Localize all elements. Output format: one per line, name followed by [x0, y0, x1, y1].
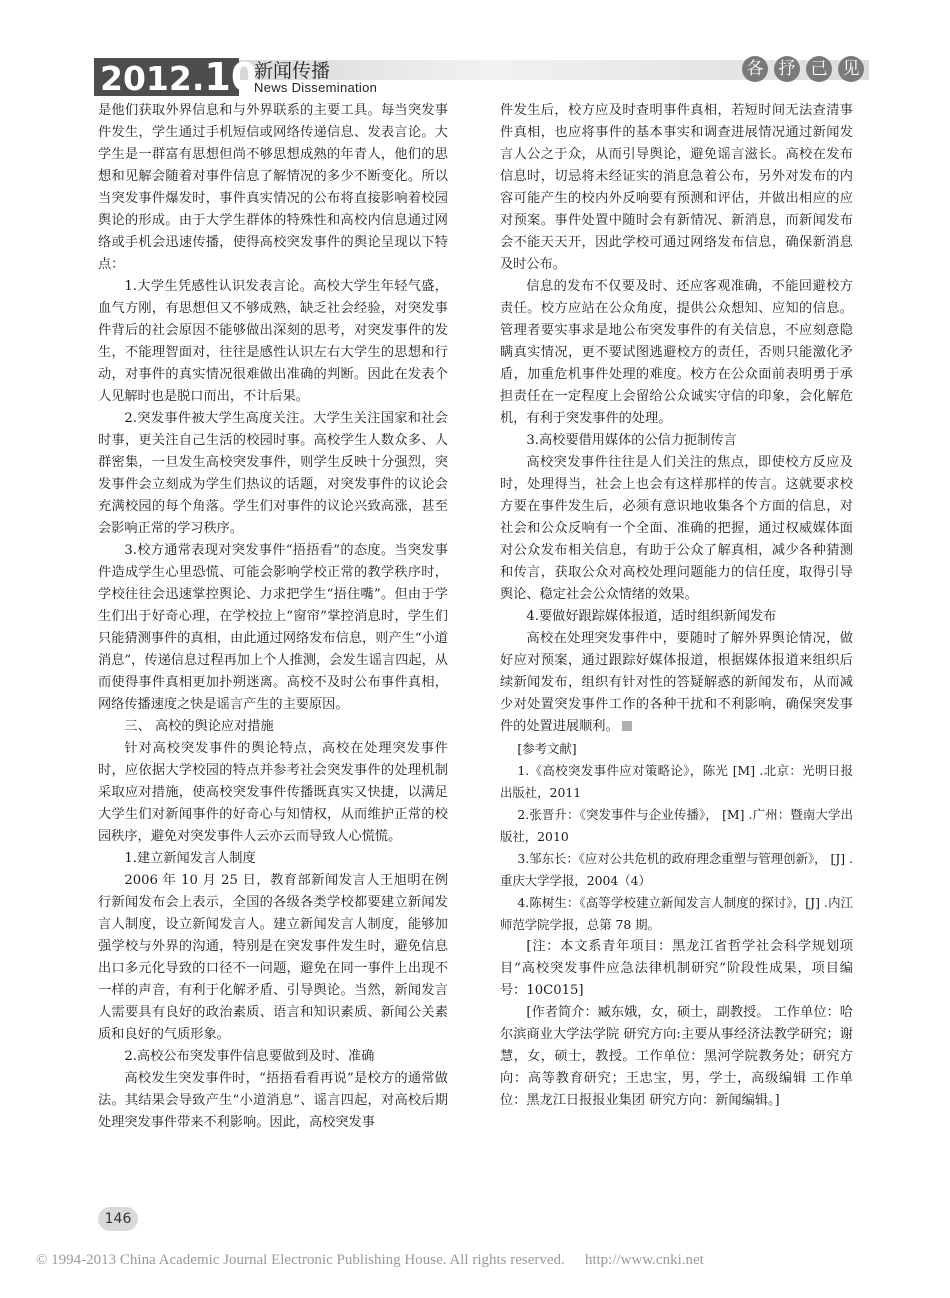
journal-header — [94, 55, 864, 99]
column-tag — [742, 56, 864, 82]
page-number: 146 — [98, 1207, 138, 1231]
journal-name-en: News Dissemination — [254, 80, 378, 95]
paragraph: 3.校方通常表现对突发事件“捂捂看”的态度。当突发事件造成学生心里恐慌、可能会影响学校正常的教学秩序时，学校往往会迅速掌控舆论、力求把学生“捂住嘴”。但由于学生们出于好奇心理，在学校拉上“窗帘”掌控消息时，学生们只能猜测事件的真相，由此通过网络发布信息，则产生“小道消息”，传递信息过程再加上个人推测，会发生谣言四起，从而使得事件真相更加扑朔迷离。高校不及时公布事件真相，网络传播速度之快是谣言产生的主要原因。 — [98, 543, 448, 712]
cnki-link[interactable]: http://www.cnki.net — [584, 1252, 704, 1268]
column-char: 己 — [806, 56, 832, 82]
column-char: 抒 — [774, 56, 800, 82]
references-heading: [参考文献] — [517, 741, 577, 756]
subsection-heading: 1.建立新闻发言人制度 — [124, 851, 256, 866]
copyright-text: © 1994-2013 China Academic Journal Electronic Publishing House. All rights reserved. — [36, 1252, 565, 1268]
paragraph — [500, 628, 853, 738]
reference-item: 3.邹东长：《应对公共危机的政府理念重塑与管理创新》， [J] .重庆大学学报，2004（4） — [500, 851, 853, 888]
right-column — [500, 100, 853, 1112]
paragraph: 件发生后，校方应及时查明事件真相，若短时间无法查清事件真相，也应将事件的基本事实和调查进展情况通过新闻发言人公之于众，从而引导舆论，避免谣言滋长。高校在发布信息时，切忌将未经证实的消息急着公布，另外对发布的内容可能产生的校内外反响要有预测和评估，并做出相应的应对预案。事件处置中随时会有新情况、新消息，而新闻发布会不能天天开，因此学校可通过网络发布信息，确保新消息及时公布。 — [500, 103, 853, 272]
paragraph: 针对高校突发事件的舆论特点，高校在处理突发事件时，应依据大学校园的特点并参考社会突发事件的处理机制采取应对措施，使高校突发事件传播既真实又快捷，以满足大学生们对新闻事件的好奇心与知情权，从而维护正常的校园秩序，避免对突发事件人云亦云而导致人心慌慌。 — [98, 741, 448, 844]
end-mark-icon — [622, 721, 632, 731]
column-char: 各 — [742, 56, 768, 82]
paragraph: 2006 年 10 月 25 日，教育部新闻发言人王旭明在例行新闻发布会上表示，全国的各级各类学校都要建立新闻发言人制度，设立新闻发言人。建立新闻发言人制度，能够加强学校与外界的沟通，特别是在突发事件发生时，避免信息出口多元化导致的口径不一问题，避免在同一事件上出现不一样的声音，有利于化解矛盾、引导舆论。当然，新闻发言人需要具有良好的政治素质、语言和知识素质、新闻公关素质和良好的气质形象。 — [98, 873, 448, 1042]
paragraph: 1.大学生凭感性认识发表言论。高校大学生年轻气盛，血气方刚，有思想但又不够成熟，缺乏社会经验，对突发事件背后的社会原因不能够做出深刻的思考，对突发事件的发生，不能理智面对，往往是感性认识左右大学生的思想和行动，对事件的真实情况很难做出准确的判断。因此在发表个人见解时也是脱口而出，不计后果。 — [98, 279, 448, 404]
paragraph-text: 高校在处理突发事件中，要随时了解外界舆论情况，做好应对预案，通过跟踪好媒体报道，根据媒体报道来组织后续新闻发布，组织有针对性的答疑解惑的新闻发布，从而减少对处置突发事件工作的各种干扰和不利影响，确保突发事件的处置进展顺利。 — [500, 631, 853, 734]
subsection-heading: 3.高校要借用媒体的公信力扼制传言 — [526, 433, 737, 448]
column-char: 见 — [838, 56, 864, 82]
left-column — [98, 100, 448, 1134]
journal-name: 新闻传播 — [254, 60, 331, 82]
subsection-heading: 2.高校公布突发事件信息要做到及时、准确 — [124, 1049, 375, 1064]
author-intro: [作者简介：臧东娥，女，硕士，副教授。 工作单位：哈尔滨商业大学法学院 研究方向:主要从事经济法教学研究；谢 慧，女，硕士，教授。工作单位：黑河学院教务处；研究方向：高等教育研究；王忠宝，男，学士，高级编辑 工作单位：黑龙江日报报业集团 研究方向：新闻编辑。] — [500, 1005, 853, 1108]
copyright-footer — [36, 1252, 704, 1269]
paragraph: 是他们获取外界信息和与外界联系的主要工具。每当突发事件发生，学生通过手机短信或网络传递信息、发表言论。大学生是一群富有思想但尚不够思想成熟的年青人，他们的思想和见解会随着对事件信息了解情况的多少不断变化。所以当突发事件爆发时，事件真实情况的公布将直接影响着校园舆论的形成。由于大学生群体的特殊性和高校内信息通过网络或手机会迅速传播，使得高校突发事件的舆论呈现以下特点： — [98, 103, 448, 272]
section-heading: 三、 高校的舆论应对措施 — [124, 719, 274, 734]
reference-item: 4.陈树生：《高等学校建立新闻发言人制度的探讨》，[J] .内江师范学院学报，总第 78 期。 — [500, 895, 853, 932]
issue-date: 2012.10 — [94, 58, 239, 96]
references — [500, 738, 853, 936]
paragraph: 信息的发布不仅要及时、还应客观准确，不能回避校方责任。校方应站在公众角度，提供公众想知、应知的信息。管理者要实事求是地公布突发事件的有关信息，不应刻意隐瞒真实情况，更不要试图逃避校方的责任，否则只能激化矛盾，加重危机事件处理的难度。校方在公众面前表明勇于承担责任在一定程度上会留给公众诚实守信的印象，会化解危机，有利于突发事件的处理。 — [500, 279, 853, 426]
reference-item: 2.张晋升：《突发事件与企业传播》， [M] .广州：暨南大学出版社，2010 — [500, 807, 853, 844]
subsection-heading: 4.要做好跟踪媒体报道，适时组织新闻发布 — [526, 609, 777, 624]
paragraph: 2.突发事件被大学生高度关注。大学生关注国家和社会时事，更关注自己生活的校园时事。高校学生人数众多、人群密集，一旦发生高校突发事件，则学生反映十分强烈，突发事件会立刻成为学生们热议的话题，对突发事件的议论会充满校园的每个角落。学生们对事件的议论兴致高涨，甚至会影响正常的学习秩序。 — [98, 411, 448, 536]
paragraph: 高校发生突发事件时，“捂捂看看再说”是校方的通常做法。其结果会导致产生“小道消息”、谣言四起，对高校后期处理突发事件带来不利影响。因此，高校突发事 — [98, 1071, 448, 1130]
paragraph: 高校突发事件往往是人们关注的焦点，即使校方反应及时，处理得当，社会上也会有这样那样的传言。这就要求校方要在事件发生后，必须有意识地收集各个方面的信息，对社会和公众反响有一个全面、准确的把握，通过权威媒体面对公众发布相关信息，有助于公众了解真相，减少各种猜测和传言，获取公众对高校处理问题能力的信任度，取得引导舆论、稳定社会公众情绪的效果。 — [500, 455, 853, 602]
funding-note: [注：本文系青年项目：黑龙江省哲学社会科学规划项目“高校突发事件应急法律机制研究”阶段性成果，项目编号：10C015] — [500, 939, 853, 998]
reference-item: 1.《高校突发事件应对策略论》，陈光 [M] .北京：光明日报出版社，2011 — [500, 763, 853, 800]
